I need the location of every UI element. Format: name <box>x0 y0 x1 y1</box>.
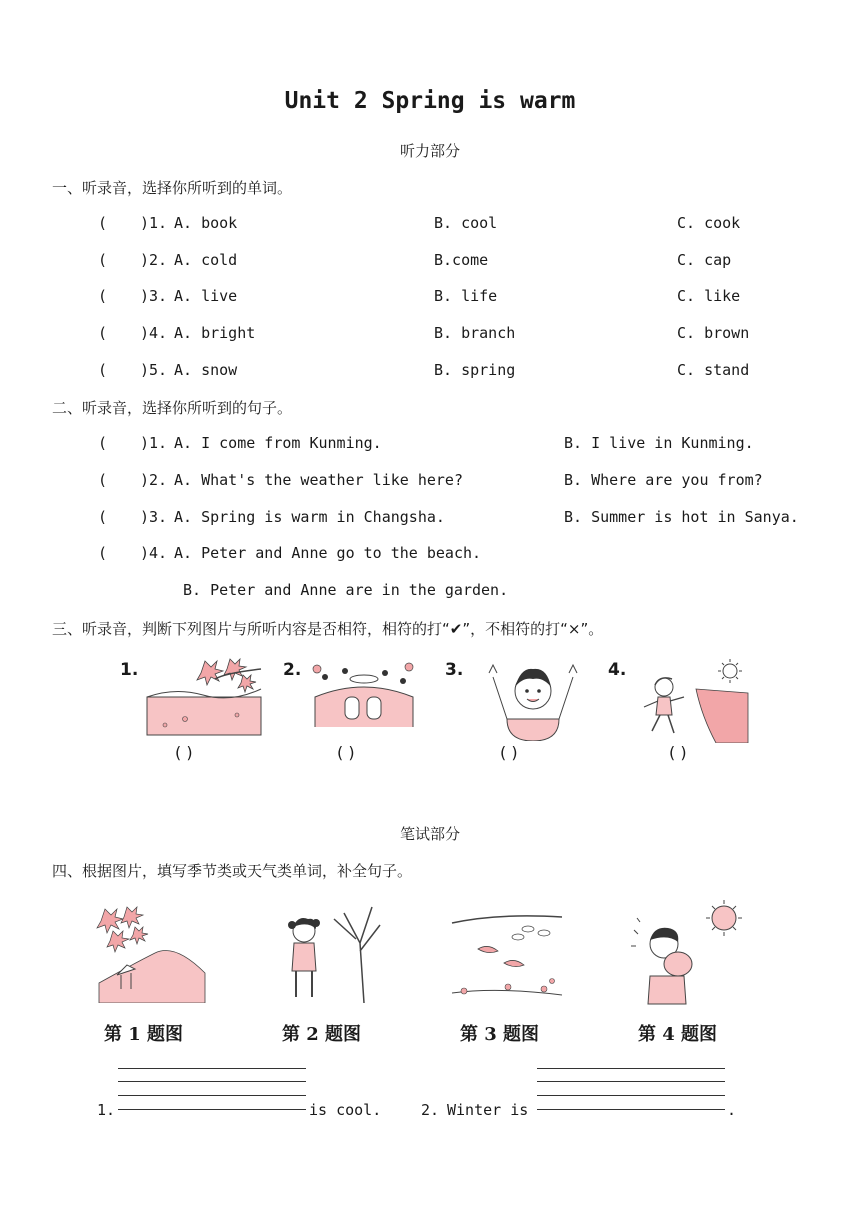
option-a: A. cold <box>174 251 238 269</box>
option-b: B. Summer is hot in Sanya. <box>564 508 799 526</box>
question-number: )1. <box>140 434 168 452</box>
part4-instruction: 四、根据图片，填写季节类或天气类单词，补全句子。 <box>52 862 413 880</box>
boy-hot-sun-icon <box>628 900 750 1006</box>
birds-willow-flowers-icon <box>448 903 566 1003</box>
answer-paren[interactable]: ( <box>98 434 108 452</box>
sentence2-tail: . <box>727 1101 737 1119</box>
answer-line-1[interactable] <box>118 1109 306 1110</box>
sentence1-tail: is cool. <box>309 1101 382 1119</box>
question-number: )4. <box>140 544 168 562</box>
option-a: A. book <box>174 214 238 232</box>
answer-paren[interactable]: ( <box>98 287 108 305</box>
option-b: B. spring <box>434 361 516 379</box>
question-number: )2. <box>140 471 168 489</box>
writing-line[interactable] <box>118 1081 306 1082</box>
answer-line-2[interactable] <box>537 1109 725 1110</box>
question-number: )4. <box>140 324 168 342</box>
answer-paren[interactable]: ( ) <box>175 743 193 762</box>
picture-label: 2. <box>283 660 302 680</box>
question-number: )2. <box>140 251 168 269</box>
listening-heading: 听力部分 <box>399 142 460 160</box>
option-b: B. cool <box>434 214 498 232</box>
option-b: B. branch <box>434 324 516 342</box>
picture-label: 4. <box>608 660 627 680</box>
answer-paren[interactable]: ( <box>98 544 108 562</box>
option-c: C. brown <box>677 324 750 342</box>
answer-paren[interactable]: ( <box>98 508 108 526</box>
picture-label: 3. <box>445 660 464 680</box>
boy-waving-icon <box>485 657 581 741</box>
option-b: B. life <box>434 287 498 305</box>
answer-paren[interactable]: ( <box>98 361 108 379</box>
question-number: )3. <box>140 287 168 305</box>
answer-paren[interactable]: ( <box>98 324 108 342</box>
option-b: B. Peter and Anne are in the garden. <box>183 581 509 599</box>
option-b: B.come <box>434 251 489 269</box>
option-a: A. Peter and Anne go to the beach. <box>174 544 482 562</box>
part3-instruction: 三、听录音，判断下列图片与所听内容是否相符，相符的打“✔”，不相符的打“×”。 <box>52 620 604 638</box>
question-number: )1. <box>140 214 168 232</box>
option-c: C. cap <box>677 251 732 269</box>
question-number: )5. <box>140 361 168 379</box>
page-title: Unit 2 Spring is warm <box>284 88 576 114</box>
autumn-landscape-icon <box>145 657 263 739</box>
picture-caption: 第 2 题图 <box>282 1024 362 1045</box>
writing-heading: 笔试部分 <box>399 825 460 843</box>
sentence2-head: Winter is <box>447 1101 529 1119</box>
option-a: A. bright <box>174 324 256 342</box>
option-c: C. like <box>677 287 741 305</box>
sentence1-number: 1. <box>97 1101 116 1119</box>
answer-paren[interactable]: ( <box>98 251 108 269</box>
picture-caption: 第 1 题图 <box>104 1024 184 1045</box>
part2-instruction: 二、听录音，选择你所听到的句子。 <box>52 399 293 417</box>
writing-line[interactable] <box>118 1068 306 1069</box>
option-b: B. Where are you from? <box>564 471 763 489</box>
picture-caption: 第 4 题图 <box>638 1024 718 1045</box>
option-c: C. stand <box>677 361 750 379</box>
picture-label: 1. <box>120 660 139 680</box>
option-b: B. I live in Kunming. <box>564 434 754 452</box>
option-a: A. snow <box>174 361 238 379</box>
answer-paren[interactable]: ( <box>98 471 108 489</box>
park-gate-icon <box>305 657 423 739</box>
part1-instruction: 一、听录音，选择你所听到的单词。 <box>52 179 293 197</box>
girl-cold-bare-tree-icon <box>268 903 388 1003</box>
picture-caption: 第 3 题图 <box>460 1024 540 1045</box>
question-number: )3. <box>140 508 168 526</box>
answer-paren[interactable]: ( <box>98 214 108 232</box>
maple-leaves-pavilion-icon <box>95 903 209 1003</box>
writing-line[interactable] <box>537 1095 725 1096</box>
answer-paren[interactable]: ( ) <box>337 743 355 762</box>
sentence2-number: 2. <box>421 1101 440 1119</box>
writing-line[interactable] <box>537 1068 725 1069</box>
answer-paren[interactable]: ( ) <box>500 743 518 762</box>
option-a: A. What's the weather like here? <box>174 471 463 489</box>
option-a: A. I come from Kunming. <box>174 434 382 452</box>
option-c: C. cook <box>677 214 741 232</box>
writing-line[interactable] <box>118 1095 306 1096</box>
option-a: A. live <box>174 287 238 305</box>
answer-paren[interactable]: ( ) <box>669 743 687 762</box>
writing-line[interactable] <box>537 1081 725 1082</box>
girl-running-sun-icon <box>630 657 750 743</box>
option-a: A. Spring is warm in Changsha. <box>174 508 445 526</box>
